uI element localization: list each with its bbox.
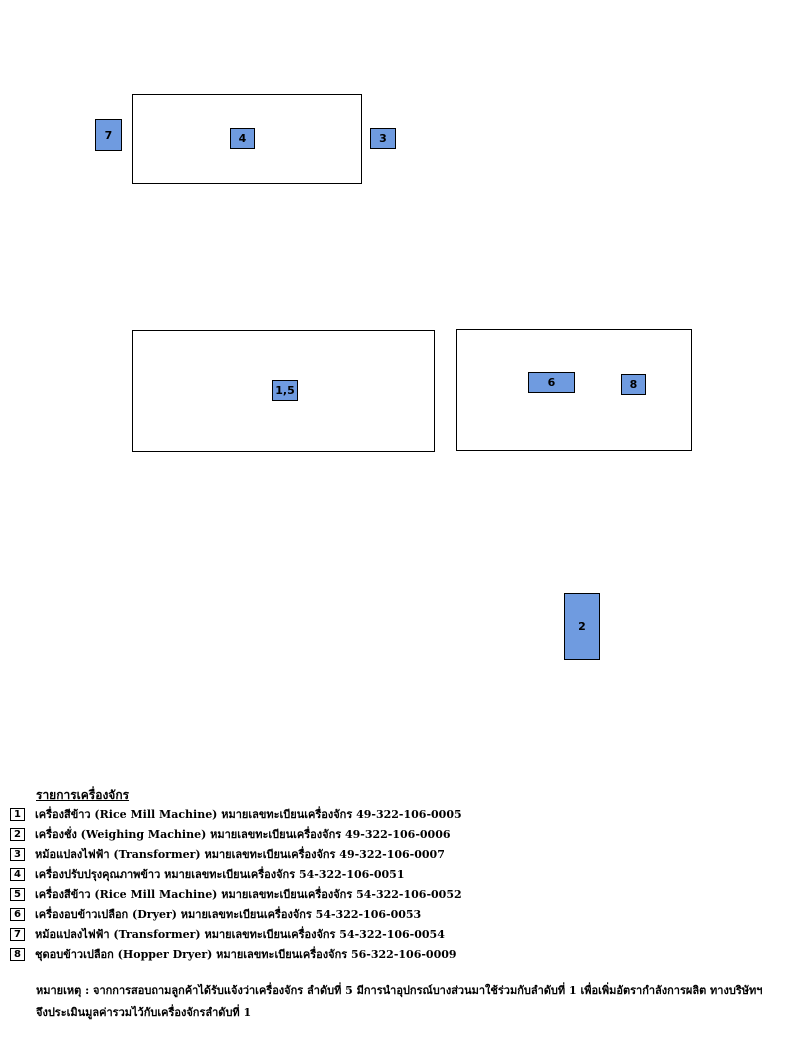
legend-item-text: หม้อแปลงไฟฟ้า (Transformer) หมายเลขทะเบียนเครื่องจักร 49-322-106-0007 [35,848,445,861]
legend-item [10,904,790,924]
legend-item-number: 6 [10,908,25,921]
legend-item-number: 3 [10,848,25,861]
machine-4: 4 [230,128,255,149]
legend-item-number: 2 [10,828,25,841]
legend-item-text: เครื่องอบข้าวเปลือก (Dryer) หมายเลขทะเบียนเครื่องจักร 54-322-106-0053 [35,908,422,921]
legend-item-text: เครื่องปรับปรุงคุณภาพข้าว หมายเลขทะเบียนเครื่องจักร 54-322-106-0051 [35,868,405,881]
legend-item-text: หม้อแปลงไฟฟ้า (Transformer) หมายเลขทะเบียนเครื่องจักร 54-322-106-0054 [35,928,445,941]
legend-item-number: 7 [10,928,25,941]
legend-item [10,944,790,964]
machine-7: 7 [95,119,122,151]
legend-item-number: 8 [10,948,25,961]
legend-item [10,924,790,944]
legend-item-number: 4 [10,868,25,881]
remark-line-2: จึงประเมินมูลค่ารวมไว้กับเครื่องจักรลำดับที่ 1 [36,1006,252,1019]
machine-6: 6 [528,372,575,393]
legend-item [10,824,790,844]
legend-item-text: ชุดอบข้าวเปลือก (Hopper Dryer) หมายเลขทะเบียนเครื่องจักร 56-322-106-0009 [35,948,457,961]
legend-item [10,804,790,824]
legend-item [10,844,790,864]
machine-legend [10,786,790,964]
legend-item-text: เครื่องชั่ง (Weighing Machine) หมายเลขทะเบียนเครื่องจักร 49-322-106-0006 [35,828,451,841]
legend-item-number: 5 [10,888,25,901]
legend-item [10,884,790,904]
legend-item-number: 1 [10,808,25,821]
machine-8: 8 [621,374,646,395]
remark-note [36,980,776,1024]
remark-line-1: หมายเหตุ : จากการสอบถามลูกค้าได้รับแจ้งว่าเครื่องจักร ลำดับที่ 5 มีการนำอุปกรณ์บางส่วนมาใช้ร่วมกับลำดับที่ 1 เพื่อเพิ่มอัตรากำลังการผลิต ทางบริษัทฯ [36,984,763,997]
machine-3: 3 [370,128,396,149]
legend-item-text: เครื่องสีข้าว (Rice Mill Machine) หมายเลขทะเบียนเครื่องจักร 54-322-106-0052 [35,888,462,901]
legend-title: รายการเครื่องจักร [36,788,130,802]
machine-2: 2 [564,593,600,660]
machine-1-5: 1,5 [272,380,298,401]
legend-item [10,864,790,884]
legend-item-text: เครื่องสีข้าว (Rice Mill Machine) หมายเลขทะเบียนเครื่องจักร 49-322-106-0005 [35,808,462,821]
